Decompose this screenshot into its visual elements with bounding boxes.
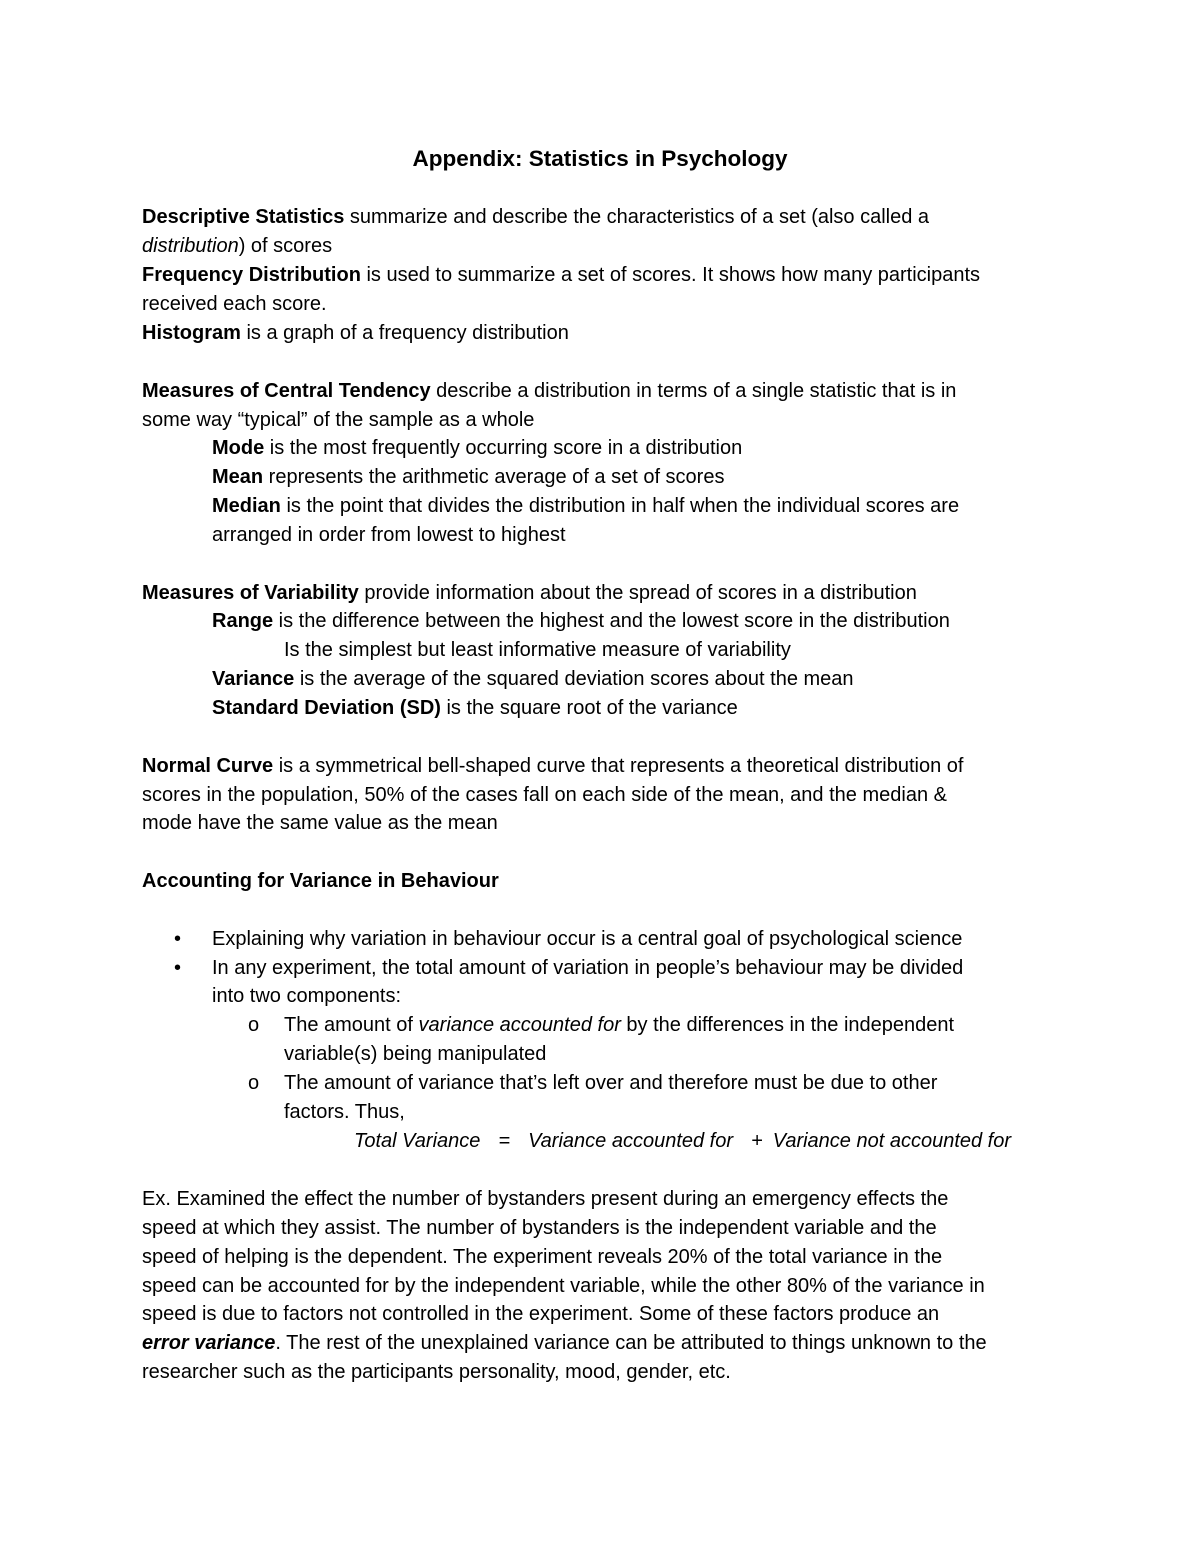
range-definition: Range is the difference between the highest and the lowest score in the distribution — [212, 610, 950, 632]
frequency-distribution-line-2: received each score. — [142, 293, 327, 315]
formula-not-accounted: Variance not accounted for — [772, 1130, 1012, 1152]
example-line-2: speed at which they assist. The number of bystanders is the independent variable and the — [142, 1217, 937, 1239]
variance-term: Variance — [212, 668, 295, 690]
central-tendency-line-2: some way “typical” of the sample as a whole — [142, 409, 535, 431]
example-line-4: speed can be accounted for by the independent variable, while the other 80% of the variance in — [142, 1275, 985, 1297]
sub-bullet-icon: o — [248, 1014, 260, 1036]
sub-bullet-item-2-line-2: factors. Thus, — [284, 1101, 405, 1123]
variability-term: Measures of Variability — [142, 582, 359, 604]
page-title: Appendix: Statistics in Psychology — [412, 146, 788, 171]
formula-equals: = — [498, 1130, 511, 1152]
bullet-item-1: Explaining why variation in behaviour occur is a central goal of psychological science — [212, 928, 963, 950]
variance-definition: Variance is the average of the squared deviation scores about the mean — [212, 668, 854, 690]
median-term: Median — [212, 495, 281, 517]
sd-definition: Standard Deviation (SD) is the square root of the variance — [212, 697, 738, 719]
histogram-term: Histogram — [142, 322, 241, 344]
sub-bullet-item-1-line-2: variable(s) being manipulated — [284, 1043, 547, 1065]
range-term: Range — [212, 610, 274, 632]
error-variance-term: error variance — [142, 1332, 276, 1354]
median-definition-line-2: arranged in order from lowest to highest — [212, 524, 566, 546]
normal-curve-line: Normal Curve is a symmetrical bell-shaped curve that represents a theoretical distribution of — [142, 755, 964, 777]
example-line-6: error variance. The rest of the unexplained variance can be attributed to things unknown to the — [142, 1332, 987, 1354]
central-tendency-term: Measures of Central Tendency — [142, 380, 431, 402]
bullet-icon: • — [174, 957, 182, 979]
normal-curve-line-3: mode have the same value as the mean — [142, 812, 498, 834]
variability-line: Measures of Variability provide information about the spread of scores in a distribution — [142, 582, 917, 604]
histogram-line: Histogram is a graph of a frequency distribution — [142, 322, 569, 344]
formula-accounted: Variance accounted for — [528, 1130, 734, 1152]
variance-accounted-term: variance accounted for — [418, 1014, 621, 1036]
example-line-5: speed is due to factors not controlled in the experiment. Some of these factors produce an — [142, 1303, 940, 1325]
formula-total: Total Variance — [354, 1130, 481, 1152]
bullet-item-2: In any experiment, the total amount of variation in people’s behaviour may be divided — [212, 957, 964, 979]
sub-bullet-item-2: The amount of variance that’s left over and therefore must be due to other — [284, 1072, 938, 1094]
sub-bullet-icon: o — [248, 1072, 260, 1094]
distribution-line: distribution) of scores — [142, 235, 333, 257]
bullet-icon: • — [174, 928, 182, 950]
median-definition: Median is the point that divides the distribution in half when the individual scores are — [212, 495, 960, 517]
frequency-distribution-line: Frequency Distribution is used to summarize a set of scores. It shows how many participants — [142, 264, 981, 286]
descriptive-statistics-line: Descriptive Statistics summarize and describe the characteristics of a set (also called a — [142, 206, 930, 228]
section-heading: Accounting for Variance in Behaviour — [142, 870, 499, 892]
normal-curve-term: Normal Curve — [142, 755, 274, 777]
range-note: Is the simplest but least informative measure of variability — [284, 639, 791, 661]
variance-formula — [354, 1127, 1011, 1156]
bullet-item-2-line-2: into two components: — [212, 985, 401, 1007]
distribution-term: distribution — [142, 235, 239, 257]
frequency-distribution-term: Frequency Distribution — [142, 264, 361, 286]
example-line-7: researcher such as the participants personality, mood, gender, etc. — [142, 1361, 731, 1383]
central-tendency-line: Measures of Central Tendency describe a distribution in terms of a single statistic that is in — [142, 380, 957, 402]
mode-definition: Mode is the most frequently occurring score in a distribution — [212, 437, 743, 459]
example-line-3: speed of helping is the dependent. The experiment reveals 20% of the total variance in the — [142, 1246, 943, 1268]
sub-bullet-item-1: The amount of variance accounted for by the differences in the independent — [284, 1014, 955, 1036]
mean-term: Mean — [212, 466, 264, 488]
mean-definition: Mean represents the arithmetic average of a set of scores — [212, 466, 725, 488]
descriptive-statistics-term: Descriptive Statistics — [142, 206, 345, 228]
normal-curve-line-2: scores in the population, 50% of the cases fall on each side of the mean, and the median & — [142, 784, 947, 806]
example-line-1: Ex. Examined the effect the number of bystanders present during an emergency effects the — [142, 1188, 949, 1210]
mode-term: Mode — [212, 437, 265, 459]
sd-term: Standard Deviation (SD) — [212, 697, 441, 719]
formula-plus: + — [751, 1130, 763, 1152]
